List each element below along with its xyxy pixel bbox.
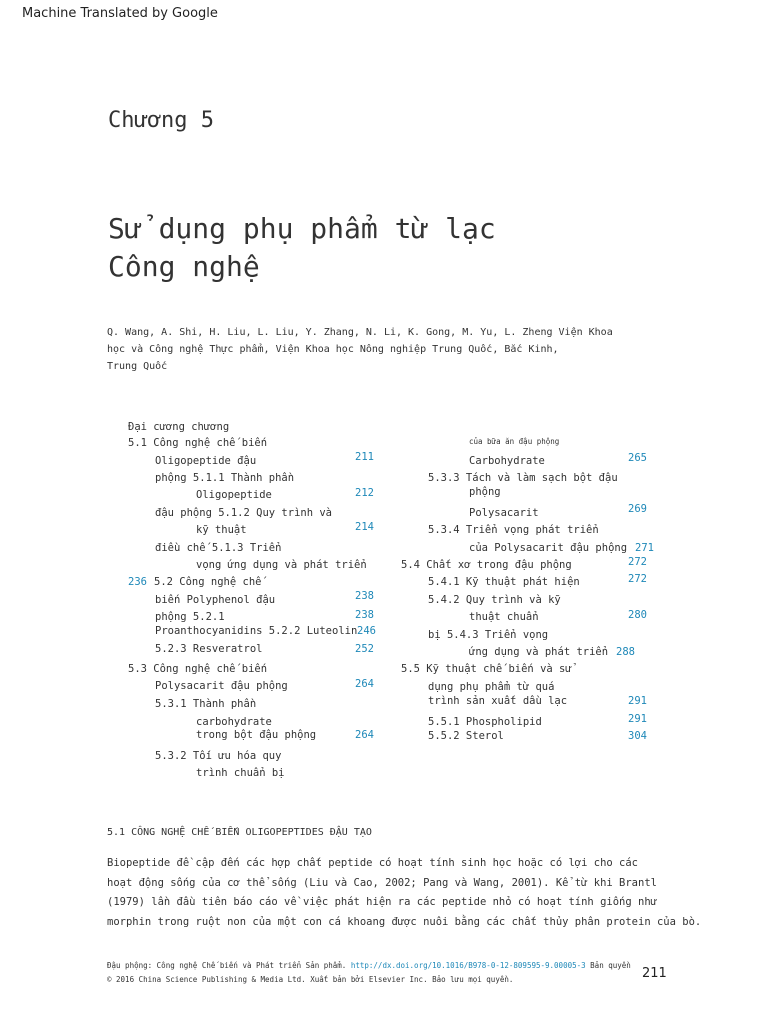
- toc-page-link[interactable]: 291: [628, 713, 647, 725]
- toc-entry: 5.1 Công nghệ chế biến: [128, 437, 268, 449]
- toc-entry: 5.2 Công nghệ chế: [154, 576, 262, 588]
- toc-entry: trình chuẩn bị: [196, 767, 285, 779]
- toc-page-link[interactable]: 236: [128, 576, 147, 588]
- toc-entry: điều chế 5.1.3 Triển: [155, 542, 282, 554]
- author-line: học và Công nghệ Thực phẩm, Viện Khoa học Nông nghiệp Trung Quốc, Bắc Kinh,: [107, 344, 559, 355]
- toc-entry: 5.5.1 Phospholipid: [428, 716, 542, 728]
- toc-page-link[interactable]: 272: [628, 556, 647, 568]
- toc-entry: biến Polyphenol đậu: [155, 594, 276, 606]
- toc-entry: của bữa ăn đậu phộng: [469, 437, 560, 446]
- toc-page-link[interactable]: 291: [628, 695, 647, 707]
- toc-entry: bị 5.4.3 Triển vọng: [428, 629, 549, 641]
- toc-entry: 5.3.4 Triển vọng phát triển: [428, 524, 599, 536]
- translation-banner: Machine Translated by Google: [22, 6, 218, 21]
- toc-entry: Polysacarit: [469, 507, 539, 519]
- footer-line-1: [107, 959, 631, 973]
- toc-page-link[interactable]: 238: [355, 609, 374, 621]
- toc-entry: Proanthocyanidins 5.2.2 Luteolin: [155, 625, 358, 637]
- chapter-label: Chương 5: [108, 108, 214, 133]
- footer-copyright-label: Bản quyền: [590, 961, 631, 970]
- toc-page-link[interactable]: 252: [355, 643, 374, 655]
- toc-page-link[interactable]: 211: [355, 451, 374, 463]
- toc-entry: 5.4.1 Kỹ thuật phát hiện: [428, 576, 580, 588]
- toc-entry: phộng 5.2.1: [155, 611, 225, 623]
- toc-page-link[interactable]: 288: [616, 646, 635, 658]
- toc-entry: 5.5.2 Sterol: [428, 730, 504, 742]
- toc-entry: ứng dụng và phát triển: [469, 646, 609, 658]
- toc-entry: phộng 5.1.1 Thành phần: [155, 472, 295, 484]
- toc-entry: Polysacarit đậu phộng: [155, 680, 288, 692]
- chapter-title: [108, 210, 496, 286]
- toc-entry: vọng ứng dụng và phát triển: [196, 559, 367, 571]
- footer-citation: [107, 959, 631, 987]
- toc-entry: 5.4.2 Quy trình và kỹ: [428, 594, 561, 606]
- toc-entry: 5.3 Công nghệ chế biến: [128, 663, 268, 675]
- section-heading: 5.1 CÔNG NGHỆ CHẾ BIẾN OLIGOPEPTIDES ĐẬU TẠO: [107, 827, 372, 838]
- toc-page-link[interactable]: 246: [357, 625, 376, 637]
- toc-entry: 5.2.3 Resveratrol: [155, 643, 263, 655]
- toc-entry: 5.3.1 Thành phần: [155, 698, 257, 710]
- paragraph-line: Biopeptide đề cập đến các hợp chất peptide có hoạt tính sinh học hoặc có lợi cho các: [107, 857, 639, 869]
- author-line: Q. Wang, A. Shi, H. Liu, L. Liu, Y. Zhang, N. Li, K. Gong, M. Yu, L. Zheng Viện Khoa: [107, 327, 613, 338]
- toc-entry: carbohydrate: [196, 716, 272, 728]
- toc-entry: trình sản xuất dầu lạc: [428, 695, 568, 707]
- toc-entry: của Polysacarit đậu phộng: [469, 542, 628, 554]
- footer-line-2: © 2016 China Science Publishing & Media Ltd. Xuất bản bởi Elsevier Inc. Bảo lưu mọi quyền.: [107, 975, 514, 984]
- toc-page-link[interactable]: 269: [628, 503, 647, 515]
- toc-page-link[interactable]: 272: [628, 573, 647, 585]
- toc-page-link[interactable]: 264: [355, 678, 374, 690]
- toc-entry: 5.3.3 Tách và làm sạch bột đậu: [428, 472, 618, 484]
- toc-page-link[interactable]: 271: [635, 542, 654, 554]
- doi-link[interactable]: http://dx.doi.org/10.1016/B978-0-12-809595-9.00005-3: [350, 961, 586, 970]
- toc-entry: Oligopeptide: [196, 489, 272, 501]
- toc-page-link[interactable]: 214: [355, 521, 374, 533]
- toc-entry: đậu phộng 5.1.2 Quy trình và: [155, 507, 333, 519]
- toc-entry: phộng: [469, 486, 501, 498]
- paragraph-line: morphin trong ruột non của một con cá khoang được nuôi bằng các chất thủy phân protein của bò.: [107, 915, 702, 928]
- footer-book-info: Đậu phộng: Công nghệ Chế biến và Phát triển Sản phẩm.: [107, 961, 347, 970]
- page-number: 211: [642, 966, 667, 981]
- toc-entry: kỹ thuật: [196, 524, 247, 536]
- toc-page-link[interactable]: 238: [355, 590, 374, 602]
- toc-page-link[interactable]: 212: [355, 487, 374, 499]
- paragraph-line: (1979) lần đầu tiên báo cáo về việc phát hiện ra các peptide nhỏ có hoạt tính giống như: [107, 896, 657, 908]
- body-paragraph: [107, 854, 701, 932]
- toc-page-link[interactable]: 304: [628, 730, 647, 742]
- toc-entry: thuật chuẩn: [469, 611, 539, 623]
- toc-entry: Đại cương chương: [128, 421, 230, 433]
- toc-entry: 5.3.2 Tối ưu hóa quy: [155, 750, 282, 762]
- toc-page-link[interactable]: 280: [628, 609, 647, 621]
- chapter-title-line-2: Công nghệ: [108, 250, 260, 283]
- toc-entry: Carbohydrate: [469, 455, 545, 467]
- toc-entry: 5.4 Chất xơ trong đậu phộng: [401, 559, 572, 571]
- paragraph-line: hoạt động sống của cơ thể sống (Liu và Cao, 2002; Pang và Wang, 2001). Kể từ khi Brantl: [107, 876, 657, 889]
- chapter-title-line-1: Sử dụng phụ phẩm từ lạc: [108, 212, 496, 245]
- toc-entry: dụng phụ phẩm từ quá: [428, 681, 555, 693]
- author-line: Trung Quốc: [107, 361, 168, 372]
- author-affiliation: [107, 324, 613, 375]
- toc-page-link[interactable]: 265: [628, 452, 647, 464]
- toc-entry: trong bột đậu phộng: [196, 729, 317, 741]
- toc-entry: Oligopeptide đậu: [155, 455, 257, 467]
- toc-entry: 5.5 Kỹ thuật chế biến và sử: [401, 663, 572, 675]
- toc-page-link[interactable]: 264: [355, 729, 374, 741]
